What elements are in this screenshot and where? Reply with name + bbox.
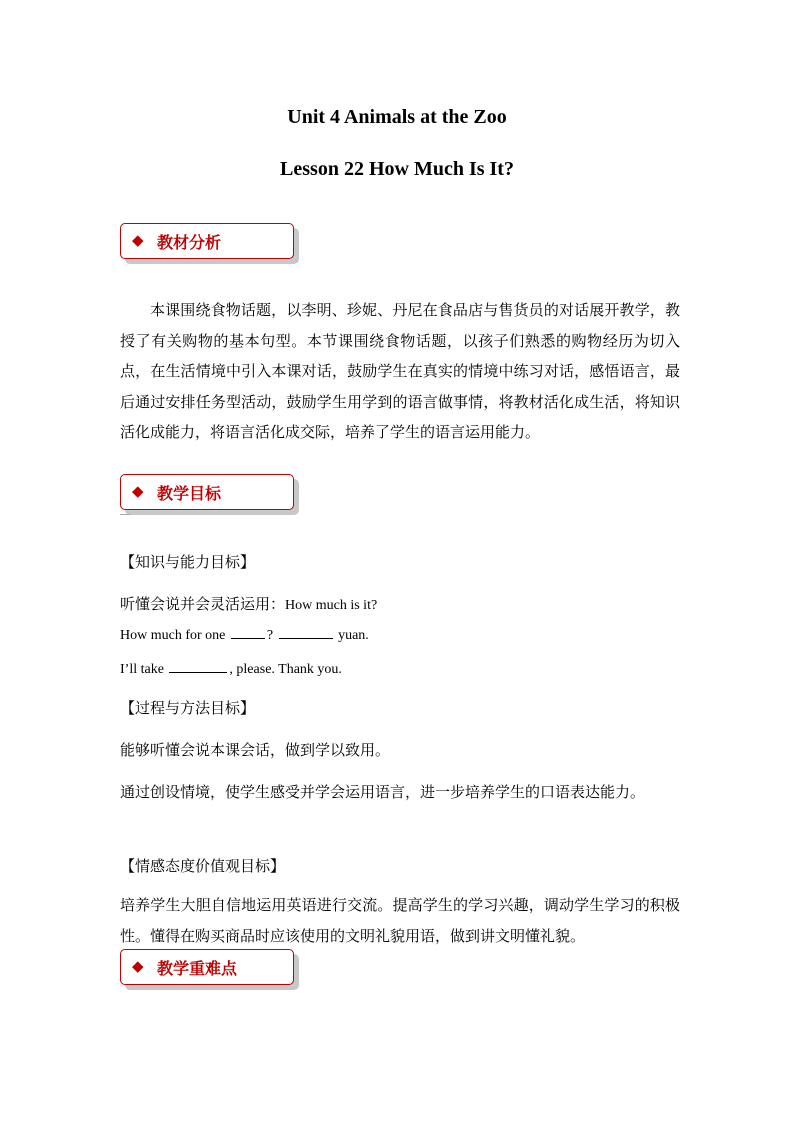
diamond-bullet-icon: ◆ [132, 482, 144, 500]
sentence-2-part-b: , please. Thank you. [229, 662, 342, 677]
knowledge-heading: 【知识与能力目标】 [120, 553, 256, 571]
sentence-1-part-c: yuan. [338, 628, 369, 643]
knowledge-intro: 听懂会说并会灵活运用： [120, 595, 286, 613]
process-item-1: 能够听懂会说本课会话，做到学以致用。 [120, 741, 391, 759]
knowledge-intro-en: How much is it? [285, 598, 378, 613]
emotion-heading: 【情感态度价值观目标】 [120, 857, 286, 875]
diamond-bullet-icon: ◆ [132, 957, 144, 975]
section-tab-analysis [120, 223, 294, 259]
answer-blank [231, 637, 265, 639]
sentence-1-part-b: ? [266, 628, 274, 643]
sentence-2 [120, 662, 342, 678]
analysis-paragraph: 本课围绕食物话题，以李明、珍妮、丹尼在食品店与售货员的对话展开教学，教授了有关购物的基本句型。本节课围绕食物话题，以孩子们熟悉的购物经历为切入点，在生活情境中引入本课对话，鼓励学生在真实的情境中练习对话，感悟语言，最后通过安排任务型活动，鼓励学生用学到的语言做事情，将教材活化成生活，将知识活化成能力，将语言活化成交际，培养了学生的语言运用能力。 [120, 301, 680, 441]
section-label-key-points: 教学重难点 [157, 959, 238, 978]
lesson-title: Lesson 22 How Much Is It? [280, 158, 514, 180]
section-tab-key-points [120, 949, 294, 985]
process-item-2: 通过创设情境，使学生感受并学会运用语言，进一步培养学生的口语表达能力。 [120, 783, 646, 801]
answer-blank [279, 637, 333, 639]
section-label-analysis: 教材分析 [157, 233, 222, 252]
small-marker [120, 514, 130, 521]
sentence-2-part-a: I’ll take [120, 662, 164, 677]
section-tab-goals [120, 474, 294, 510]
diamond-bullet-icon: ◆ [132, 231, 144, 249]
emotion-paragraph: 培养学生大胆自信地运用英语进行交流。提高学生的学习兴趣，调动学生学习的积极性。懂得在购买商品时应该使用的文明礼貌用语，做到讲文明懂礼貌。 [120, 896, 680, 945]
section-label-goals: 教学目标 [157, 484, 222, 503]
process-heading: 【过程与方法目标】 [120, 699, 256, 717]
answer-blank [169, 671, 227, 673]
sentence-1-part-a: How much for one [120, 628, 226, 643]
sentence-1 [120, 628, 369, 644]
unit-title: Unit 4 Animals at the Zoo [287, 106, 507, 128]
knowledge-intro-line [120, 593, 377, 614]
